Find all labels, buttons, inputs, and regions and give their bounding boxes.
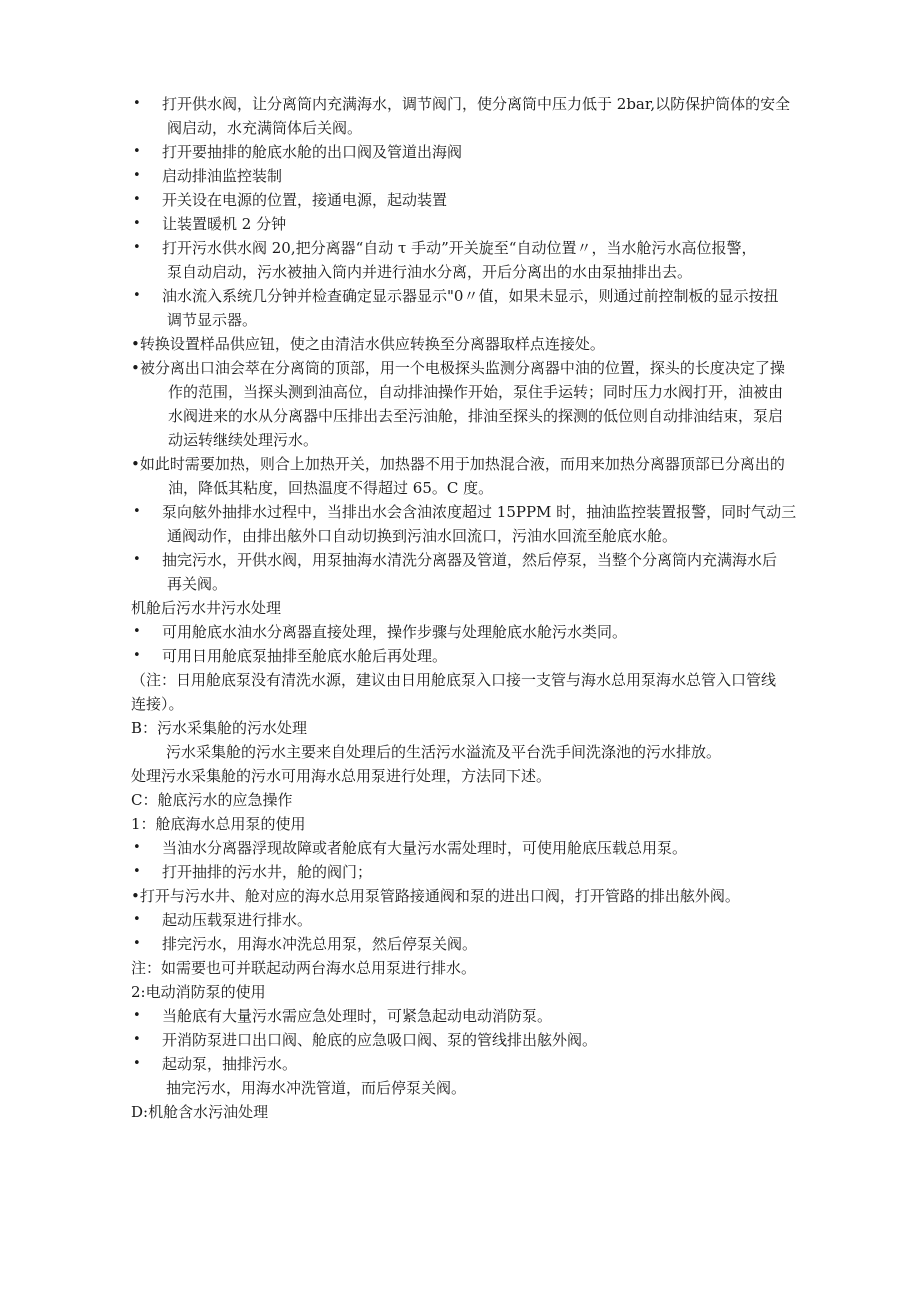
aft-well-section bbox=[131, 596, 803, 716]
note-line: （注：日用舱底泵没有清洗水源，建议由日用舱底泵入口接一支管与海水总用泵海水总管入口管线 bbox=[131, 671, 777, 689]
list-item: • 打开要抽排的舱底水舱的出口阀及管道出海阀 bbox=[131, 140, 803, 164]
paragraph: 处理污水采集舱的污水可用海水总用泵进行处理，方法同下述。 bbox=[131, 767, 552, 785]
list-item: • 打开供水阀，让分离筒内充满海水，调节阀门，使分离筒中压力低于 2bar,以防保护筒体的安全 bbox=[131, 92, 803, 116]
bullet-icon: • bbox=[133, 144, 141, 159]
bullet-icon: • bbox=[131, 887, 140, 905]
list-item: •转换设置样品供应钮，使之由清洁水供应转换至分离器取样点连接处。 bbox=[131, 335, 605, 353]
bullet-icon: • bbox=[133, 648, 141, 663]
list-item: • 起动压载泵进行排水。 bbox=[131, 908, 803, 932]
section-c bbox=[131, 788, 803, 1100]
paragraph: 污水采集舱的污水主要来自处理后的生活污水溢流及平台洗手间洗涤池的污水排放。 bbox=[166, 743, 722, 761]
subsection-heading: 2:电动消防泵的使用 bbox=[131, 983, 266, 1001]
note-line: 注：如需要也可并联起动两台海水总用泵进行排水。 bbox=[131, 959, 477, 977]
section-d bbox=[131, 1100, 803, 1124]
bullet-icon: • bbox=[131, 335, 140, 353]
step-list-a bbox=[131, 92, 803, 332]
bullet-icon: • bbox=[133, 1056, 141, 1071]
list-item-continuation: 作的范围，当探头测到油高位，自动排油操作开始，泵住手运转；同时压力水阀打开，油被由 bbox=[168, 383, 784, 401]
list-item: •如此时需要加热，则合上加热开关，加热器不用于加热混合液，而用来加热分离器顶部已分离出的 bbox=[131, 455, 785, 473]
list-item: • 打开污水供水阀 20,把分离器“自动 τ 手动”开关旋至“自动位置〃，当水舱污水高位报警， bbox=[131, 236, 803, 260]
list-item: •打开与污水井、舱对应的海水总用泵管路接通阀和泵的进出口阀，打开管路的排出舷外阀。 bbox=[131, 887, 740, 905]
list-item: • 当舱底有大量污水需应急处理时，可紧急起动电动消防泵。 bbox=[131, 1004, 803, 1028]
list-item: • 排完污水，用海水冲洗总用泵，然后停泵关阀。 bbox=[131, 932, 803, 956]
list-item: • 开消防泵进口出口阀、舱底的应急吸口阀、泵的管线排出舷外阀。 bbox=[131, 1028, 803, 1052]
list-item: • 开关设在电源的位置，接通电源，起动装置 bbox=[131, 188, 803, 212]
list-item: • 油水流入系统几分钟并检查确定显示器显示"0〃值，如果未显示，则通过前控制板的显示按扭 bbox=[131, 284, 803, 308]
bullet-icon: • bbox=[133, 1008, 141, 1023]
note-line: 连接）。 bbox=[131, 695, 184, 713]
list-item-continuation: 调节显示器。 bbox=[167, 311, 258, 329]
list-item-continuation: 油，降低其粘度，回热温度不得超过 65。C 度。 bbox=[168, 479, 494, 497]
bullet-icon: • bbox=[133, 912, 141, 927]
section-heading: B：污水采集舱的污水处理 bbox=[131, 719, 308, 737]
bullet-icon: • bbox=[133, 192, 141, 207]
step-list-a-tight bbox=[131, 332, 803, 500]
bullet-icon: • bbox=[133, 936, 141, 951]
bullet-icon: • bbox=[133, 552, 141, 567]
bullet-icon: • bbox=[131, 455, 140, 473]
list-item: • 泵向舷外抽排水过程中，当排出水会含油浓度超过 15PPM 时，抽油监控装置报警，同时气动三 bbox=[131, 500, 803, 524]
bullet-icon: • bbox=[133, 288, 141, 303]
list-item-continuation: 阀启动，水充满筒体后关阀。 bbox=[167, 119, 363, 137]
list-item: • 抽完污水，开供水阀，用泵抽海水清洗分离器及管道，然后停泵，当整个分离筒内充满海水后 bbox=[131, 548, 803, 572]
step-list-a2 bbox=[131, 500, 803, 596]
bullet-icon: • bbox=[133, 504, 141, 519]
list-item: • 起动泵，抽排污水。 bbox=[131, 1052, 803, 1076]
list-item: • 打开抽排的污水井，舱的阀门； bbox=[131, 860, 803, 884]
list-item: • 可用舱底水油水分离器直接处理，操作步骤与处理舱底水舱污水类同。 bbox=[131, 620, 803, 644]
list-item-continuation: 再关阀。 bbox=[167, 575, 228, 593]
bullet-icon: • bbox=[133, 624, 141, 639]
bullet-icon: • bbox=[133, 840, 141, 855]
bullet-icon: • bbox=[133, 96, 141, 111]
document-body bbox=[131, 92, 803, 1124]
list-item-continuation: 通阀动作，由排出舷外口自动切换到污油水回流口，污油水回流至舱底水舱。 bbox=[167, 527, 678, 545]
section-heading: C：舱底污水的应急操作 bbox=[131, 791, 293, 809]
section-heading: 机舱后污水井污水处理 bbox=[131, 599, 282, 617]
list-item: • 启动排油监控装制 bbox=[131, 164, 803, 188]
bullet-icon: • bbox=[133, 864, 141, 879]
bullet-icon: • bbox=[131, 359, 140, 377]
list-item: • 让装置暖机 2 分钟 bbox=[131, 212, 803, 236]
bullet-icon: • bbox=[133, 216, 141, 231]
section-heading: D:机舱含水污油处理 bbox=[131, 1103, 269, 1121]
list-item: • 可用日用舱底泵抽排至舱底水舱后再处理。 bbox=[131, 644, 803, 668]
list-item: • 当油水分离器浮现故障或者舱底有大量污水需处理时，可使用舱底压载总用泵。 bbox=[131, 836, 803, 860]
bullet-icon: • bbox=[133, 240, 141, 255]
bullet-icon: • bbox=[133, 1032, 141, 1047]
list-item-continuation: 水阀进来的水从分离器中压排出去至污油舱，排油至探头的探测的低位则自动排油结束，泵启 bbox=[168, 407, 784, 425]
section-b bbox=[131, 716, 803, 788]
list-item-continuation: 动运转继续处理污水。 bbox=[168, 431, 319, 449]
subsection-heading: 1：舱底海水总用泵的使用 bbox=[131, 815, 306, 833]
list-item: •被分离出口油会萃在分离筒的顶部，用一个电极探头监测分离器中油的位置，探头的长度决定了操 bbox=[131, 359, 785, 377]
list-item-continuation: 泵自动启动，污水被抽入筒内并进行油水分离，开后分离出的水由泵抽排出去。 bbox=[167, 263, 693, 281]
paragraph: 抽完污水，用海水冲洗管道，而后停泵关阀。 bbox=[166, 1079, 467, 1097]
bullet-icon: • bbox=[133, 168, 141, 183]
